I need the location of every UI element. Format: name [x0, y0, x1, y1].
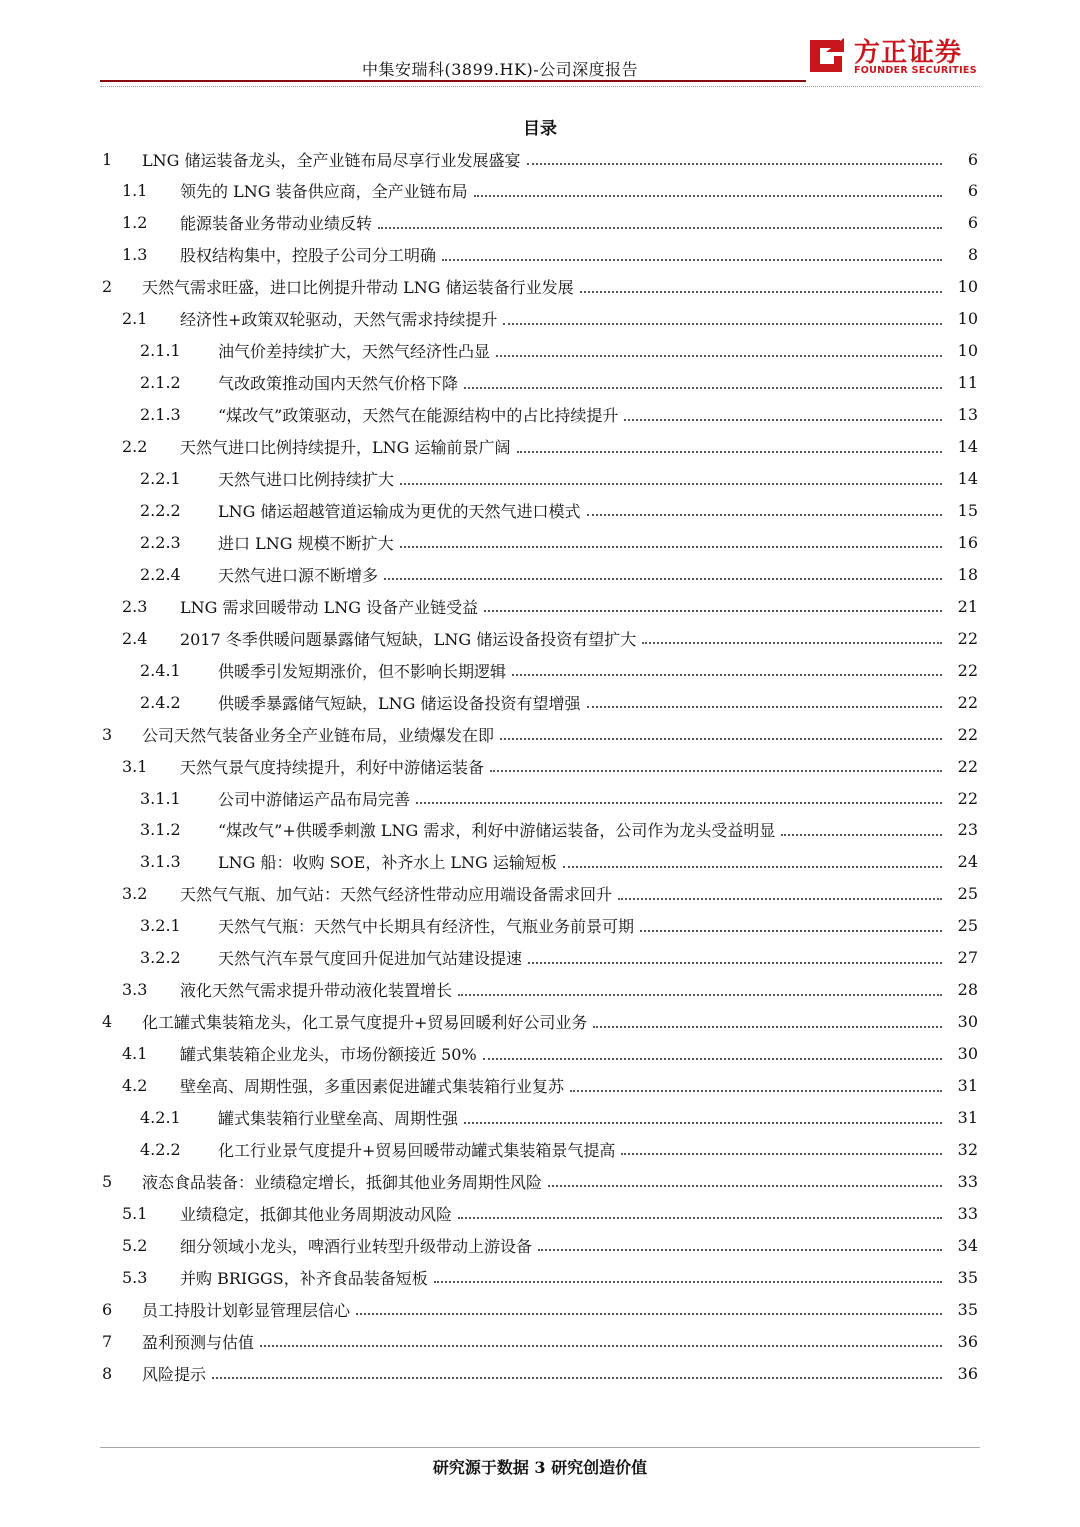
toc-entry-page: 22	[957, 788, 978, 808]
toc-entry-number: 2.2.3	[140, 532, 181, 552]
toc-entry[interactable]	[122, 431, 978, 463]
toc-entry-number: 4	[102, 1012, 113, 1032]
toc-entry-title: 天然气进口比例持续提升，LNG 运输前景广阔	[180, 438, 511, 458]
toc-entry-number: 3.2.2	[140, 948, 181, 968]
toc-entry-number: 2.4	[122, 628, 148, 648]
toc-entry[interactable]	[102, 718, 978, 750]
toc-entry[interactable]	[122, 175, 978, 207]
logo-text-en: FOUNDER SECURITIES	[854, 65, 977, 76]
toc-entry[interactable]	[140, 558, 978, 590]
toc-entry-number: 3.1.3	[140, 852, 181, 872]
toc-entry-title: “煤改气”政策驱动，天然气在能源结构中的占比持续提升	[218, 406, 619, 426]
toc-entry[interactable]	[122, 974, 978, 1006]
toc-entry-title: 天然气进口源不断增多	[218, 565, 379, 585]
toc-entry[interactable]	[122, 750, 978, 782]
toc-entry[interactable]	[140, 654, 978, 686]
toc-entry-page: 13	[957, 405, 978, 425]
toc-dot-leader	[563, 866, 942, 868]
toc-dot-leader	[517, 451, 943, 453]
toc-entry-page: 6	[967, 213, 978, 233]
toc-entry-page: 35	[957, 1299, 978, 1319]
toc-entry-title: 天然气需求旺盛，进口比例提升带动 LNG 储运装备行业发展	[142, 278, 574, 298]
toc-entry-title: 公司天然气装备业务全产业链布局，业绩爆发在即	[142, 725, 495, 745]
page-footer: 研究源于数据 3 研究创造价值	[432, 1458, 648, 1477]
toc-entry-number: 2.2.1	[140, 469, 181, 488]
toc-entry-number: 5.2	[122, 1235, 148, 1255]
toc-entry-page: 24	[957, 852, 978, 872]
toc-entry-page: 22	[957, 756, 978, 776]
toc-entry[interactable]	[140, 1133, 978, 1165]
toc-entry-page: 10	[957, 309, 978, 329]
toc-entry[interactable]	[140, 367, 978, 399]
toc-entry-page: 28	[957, 980, 978, 1000]
toc-entry-number: 2	[102, 277, 113, 297]
footer-rule	[100, 1447, 980, 1448]
toc-dot-leader	[400, 483, 942, 485]
toc-entry-number: 3	[102, 724, 113, 744]
toc-entry[interactable]	[122, 1038, 978, 1070]
toc-entry-title: 化工行业景气度提升+贸易回暖带动罐式集装箱景气提高	[218, 1140, 616, 1160]
toc-entry-page: 25	[957, 884, 978, 904]
toc-dot-leader	[212, 1377, 942, 1379]
toc-entry-page: 27	[957, 948, 978, 968]
toc-entry-page: 15	[957, 500, 978, 520]
toc-entry-title: 2017 冬季供暖问题暴露储气短缺，LNG 储运设备投资有望扩大	[180, 629, 637, 649]
toc-entry[interactable]	[122, 1229, 978, 1261]
toc-dot-leader	[458, 1217, 942, 1219]
toc-entry-title: 盈利预测与估值	[142, 1332, 255, 1352]
toc-entry-page: 22	[957, 692, 978, 712]
toc-dot-leader	[464, 387, 942, 389]
toc-entry-page: 23	[957, 820, 978, 840]
toc-entry-title: LNG 储运装备龙头，全产业链布局尽享行业发展盛宴	[142, 150, 521, 170]
toc-entry[interactable]	[140, 942, 978, 974]
toc-dot-leader	[434, 1281, 942, 1283]
toc-dot-leader	[464, 1122, 942, 1124]
toc-entry-page: 34	[957, 1235, 978, 1255]
toc-entry-title: 天然气进口比例持续扩大	[218, 470, 395, 489]
toc-entry-title: 能源装备业务带动业绩反转	[180, 214, 373, 234]
toc-entry-title: 天然气景气度持续提升，利好中游储运装备	[180, 757, 485, 777]
toc-entry-title: 领先的 LNG 装备供应商，全产业链布局	[180, 182, 468, 202]
toc-entry-page: 14	[957, 469, 978, 488]
toc-entry-number: 3.1.2	[140, 820, 181, 840]
toc-entry-number: 4.2.2	[140, 1139, 181, 1159]
toc-entry-number: 1.1	[122, 181, 148, 201]
toc-entry-title: 罐式集装箱行业壁垒高、周期性强	[218, 1109, 459, 1128]
toc-dot-leader	[356, 1313, 942, 1315]
toc-entry-page: 14	[957, 437, 978, 457]
logo-text-cn: 方正证券	[854, 38, 963, 68]
toc-entry[interactable]	[102, 1293, 978, 1325]
toc-entry-number: 2.1.2	[140, 373, 181, 393]
toc-entry[interactable]	[122, 1070, 978, 1102]
toc-entry-title: 供暖季引发短期涨价，但不影响长期逻辑	[218, 661, 507, 681]
toc-entry-page: 30	[957, 1044, 978, 1064]
toc-entry-title: 经济性+政策双轮驱动，天然气需求持续提升	[180, 310, 498, 330]
toc-entry[interactable]	[102, 1357, 978, 1389]
toc-entry-page: 6	[967, 149, 978, 169]
toc-entry-number: 3.1.1	[140, 788, 181, 808]
toc-entry-page: 32	[957, 1139, 978, 1159]
toc-entry-page: 25	[957, 916, 978, 936]
toc-entry-title: 液态食品装备：业绩稳定增长，抵御其他业务周期性风险	[142, 1172, 543, 1192]
toc-entry-title: 进口 LNG 规模不断扩大	[218, 533, 394, 553]
toc-dot-leader	[618, 898, 942, 900]
toc-entry-number: 2.2.2	[140, 500, 181, 520]
toc-entry-title: LNG 储运超越管道运输成为更优的天然气进口模式	[218, 501, 581, 521]
toc-entry[interactable]	[140, 814, 978, 846]
toc-entry[interactable]	[122, 239, 978, 271]
toc-entry[interactable]	[140, 399, 978, 431]
toc-dot-leader	[593, 1026, 942, 1028]
toc-entry-number: 4.2.1	[140, 1108, 181, 1127]
toc-entry-number: 5.1	[122, 1203, 148, 1223]
toc-entry-title: 风险提示	[142, 1364, 207, 1384]
toc-dot-leader	[490, 770, 942, 772]
toc-dot-leader	[570, 1090, 942, 1092]
toc-dot-leader	[484, 610, 942, 612]
toc-entry-number: 2.1.1	[140, 341, 181, 361]
toc-entry-page: 11	[957, 373, 978, 393]
toc-dot-leader	[260, 1345, 942, 1347]
toc-entry-number: 5.3	[122, 1267, 148, 1287]
toc-entry[interactable]	[102, 1006, 978, 1038]
toc-title: 目录	[523, 119, 557, 139]
toc-entry-title: 罐式集装箱企业龙头，市场份额接近 50%	[180, 1045, 477, 1065]
toc-dot-leader	[642, 642, 942, 644]
toc-dot-leader	[458, 994, 942, 996]
toc-entry[interactable]	[122, 207, 978, 239]
toc-entry[interactable]	[140, 526, 978, 558]
toc-dot-leader	[538, 1249, 942, 1251]
toc-entry[interactable]	[102, 271, 978, 303]
toc-entry-number: 1.2	[122, 213, 148, 233]
toc-entry-number: 3.1	[122, 756, 148, 776]
toc-entry-page: 35	[957, 1267, 978, 1287]
toc-entry-page: 33	[957, 1203, 978, 1223]
toc-entry-title: 油气价差持续扩大，天然气经济性凸显	[218, 342, 491, 362]
toc-entry-page: 31	[957, 1076, 978, 1096]
toc-entry-page: 22	[957, 724, 978, 744]
toc-entry-title: 天然气气瓶、加气站：天然气经济性带动应用端设备需求回升	[180, 885, 613, 905]
toc-dot-leader	[496, 355, 942, 357]
toc-dot-leader	[587, 706, 943, 708]
toc-entry-number: 5	[102, 1171, 113, 1191]
toc-entry[interactable]	[140, 463, 978, 495]
page-header	[100, 30, 980, 90]
toc-dot-leader	[400, 546, 942, 548]
toc-entry-page: 10	[957, 341, 978, 361]
toc-entry-page: 10	[957, 277, 978, 297]
toc-entry[interactable]	[102, 1165, 978, 1197]
toc-entry-title: 公司中游储运产品布局完善	[218, 789, 411, 809]
toc-entry-number: 1	[102, 149, 113, 169]
toc-entry[interactable]	[140, 1102, 978, 1134]
toc-entry-number: 2.1	[122, 309, 148, 329]
toc-dot-leader	[474, 195, 942, 197]
toc-dot-leader	[483, 1058, 942, 1060]
report-title: 中集安瑞科(3899.HK)-公司深度报告	[362, 60, 639, 79]
toc-entry-number: 2.3	[122, 596, 148, 616]
toc-entry-title: 天然气气瓶：天然气中长期具有经济性，气瓶业务前景可期	[218, 917, 635, 937]
toc-dot-leader	[378, 227, 942, 229]
toc-entry-title: 业绩稳定，抵御其他业务周期波动风险	[180, 1204, 453, 1224]
toc-entry-title: LNG 船：收购 SOE，补齐水上 LNG 运输短板	[218, 853, 557, 873]
founder-logo-icon	[806, 34, 848, 76]
toc-entry-number: 4.1	[122, 1044, 148, 1064]
toc-entry-number: 3.2.1	[140, 916, 181, 936]
toc-entry-number: 7	[102, 1331, 113, 1351]
founder-securities-logo	[806, 30, 980, 80]
toc-entry[interactable]	[122, 303, 978, 335]
toc-entry-page: 30	[957, 1012, 978, 1032]
toc-entry-page: 33	[957, 1171, 978, 1191]
toc-entry-title: 气改政策推动国内天然气价格下降	[218, 374, 459, 394]
toc-entry-page: 31	[957, 1108, 978, 1127]
toc-entry-title: 股权结构集中，控股子公司分工明确	[180, 246, 437, 266]
toc-entry-page: 21	[957, 596, 978, 616]
toc-dot-leader	[624, 419, 942, 421]
toc-entry[interactable]	[122, 1261, 978, 1293]
toc-entry-page: 36	[957, 1331, 978, 1351]
toc-entry[interactable]	[122, 1197, 978, 1229]
toc-entry[interactable]	[140, 846, 978, 878]
toc-entry-number: 2.4.1	[140, 660, 181, 680]
toc-dot-leader	[512, 674, 942, 676]
toc-entry-title: “煤改气”+供暖季刺激 LNG 需求，利好中游储运装备，公司作为龙头受益明显	[218, 821, 776, 841]
toc-entry-number: 2.1.3	[140, 405, 181, 425]
toc-dot-leader	[500, 738, 942, 740]
toc-entry-number: 2.2	[122, 437, 148, 457]
toc-entry-title: 细分领域小龙头，啤酒行业转型升级带动上游设备	[180, 1236, 533, 1256]
toc-dot-leader	[580, 291, 942, 293]
toc-entry[interactable]	[122, 590, 978, 622]
toc-entry-page: 8	[967, 245, 978, 265]
toc-dot-leader	[416, 802, 942, 804]
toc-entry-title: 并购 BRIGGS，补齐食品装备短板	[180, 1268, 428, 1288]
toc-entry-number: 2.4.2	[140, 692, 181, 712]
toc-dot-leader	[587, 514, 943, 516]
toc-entry-number: 3.2	[122, 884, 148, 904]
toc-entry[interactable]	[140, 686, 978, 718]
toc-entry-title: 液化天然气需求提升带动液化装置增长	[180, 981, 453, 1001]
toc-dot-leader	[503, 323, 942, 325]
toc-entry-number: 2.2.4	[140, 564, 181, 584]
toc-entry-number: 8	[102, 1363, 113, 1383]
toc-entry-number: 4.2	[122, 1076, 148, 1096]
toc-dot-leader	[640, 930, 942, 932]
header-dotted-rule	[100, 86, 980, 87]
toc-entry[interactable]	[140, 910, 978, 942]
toc-entry-page: 6	[967, 181, 978, 201]
toc-dot-leader	[384, 578, 942, 580]
toc-entry-number: 1.3	[122, 245, 148, 265]
toc-entry-page: 22	[957, 628, 978, 648]
toc-dot-leader	[548, 1185, 942, 1187]
toc-entry-title: 员工持股计划彰显管理层信心	[142, 1300, 351, 1320]
toc-entry-number: 6	[102, 1299, 113, 1319]
toc-dot-leader	[527, 163, 943, 165]
toc-dot-leader	[781, 834, 942, 836]
toc-entry-title: 供暖季暴露储气短缺，LNG 储运设备投资有望增强	[218, 693, 581, 713]
toc-entry-title: 化工罐式集装箱龙头，化工景气度提升+贸易回暖利好公司业务	[142, 1013, 588, 1033]
toc-entry[interactable]	[102, 143, 978, 175]
toc-entry[interactable]	[140, 782, 978, 814]
toc-entry-page: 36	[957, 1363, 978, 1383]
toc-entry-page: 18	[957, 564, 978, 584]
toc-entry-number: 3.3	[122, 980, 148, 1000]
toc-entry-page: 22	[957, 660, 978, 680]
toc-entry-title: LNG 需求回暖带动 LNG 设备产业链受益	[180, 597, 479, 617]
toc-entry[interactable]	[122, 622, 978, 654]
toc-entry[interactable]	[140, 335, 978, 367]
toc-dot-leader	[528, 962, 942, 964]
toc-dot-leader	[621, 1153, 942, 1155]
toc-entry-title: 壁垒高、周期性强，多重因素促进罐式集装箱行业复苏	[180, 1077, 565, 1097]
toc-entry-page: 16	[957, 532, 978, 552]
toc-entry-title: 天然气汽车景气度回升促进加气站建设提速	[218, 949, 523, 969]
toc-entry[interactable]	[122, 878, 978, 910]
header-rule	[100, 80, 806, 82]
toc-entry[interactable]	[102, 1325, 978, 1357]
toc-entry[interactable]	[140, 494, 978, 526]
toc-dot-leader	[442, 259, 942, 261]
